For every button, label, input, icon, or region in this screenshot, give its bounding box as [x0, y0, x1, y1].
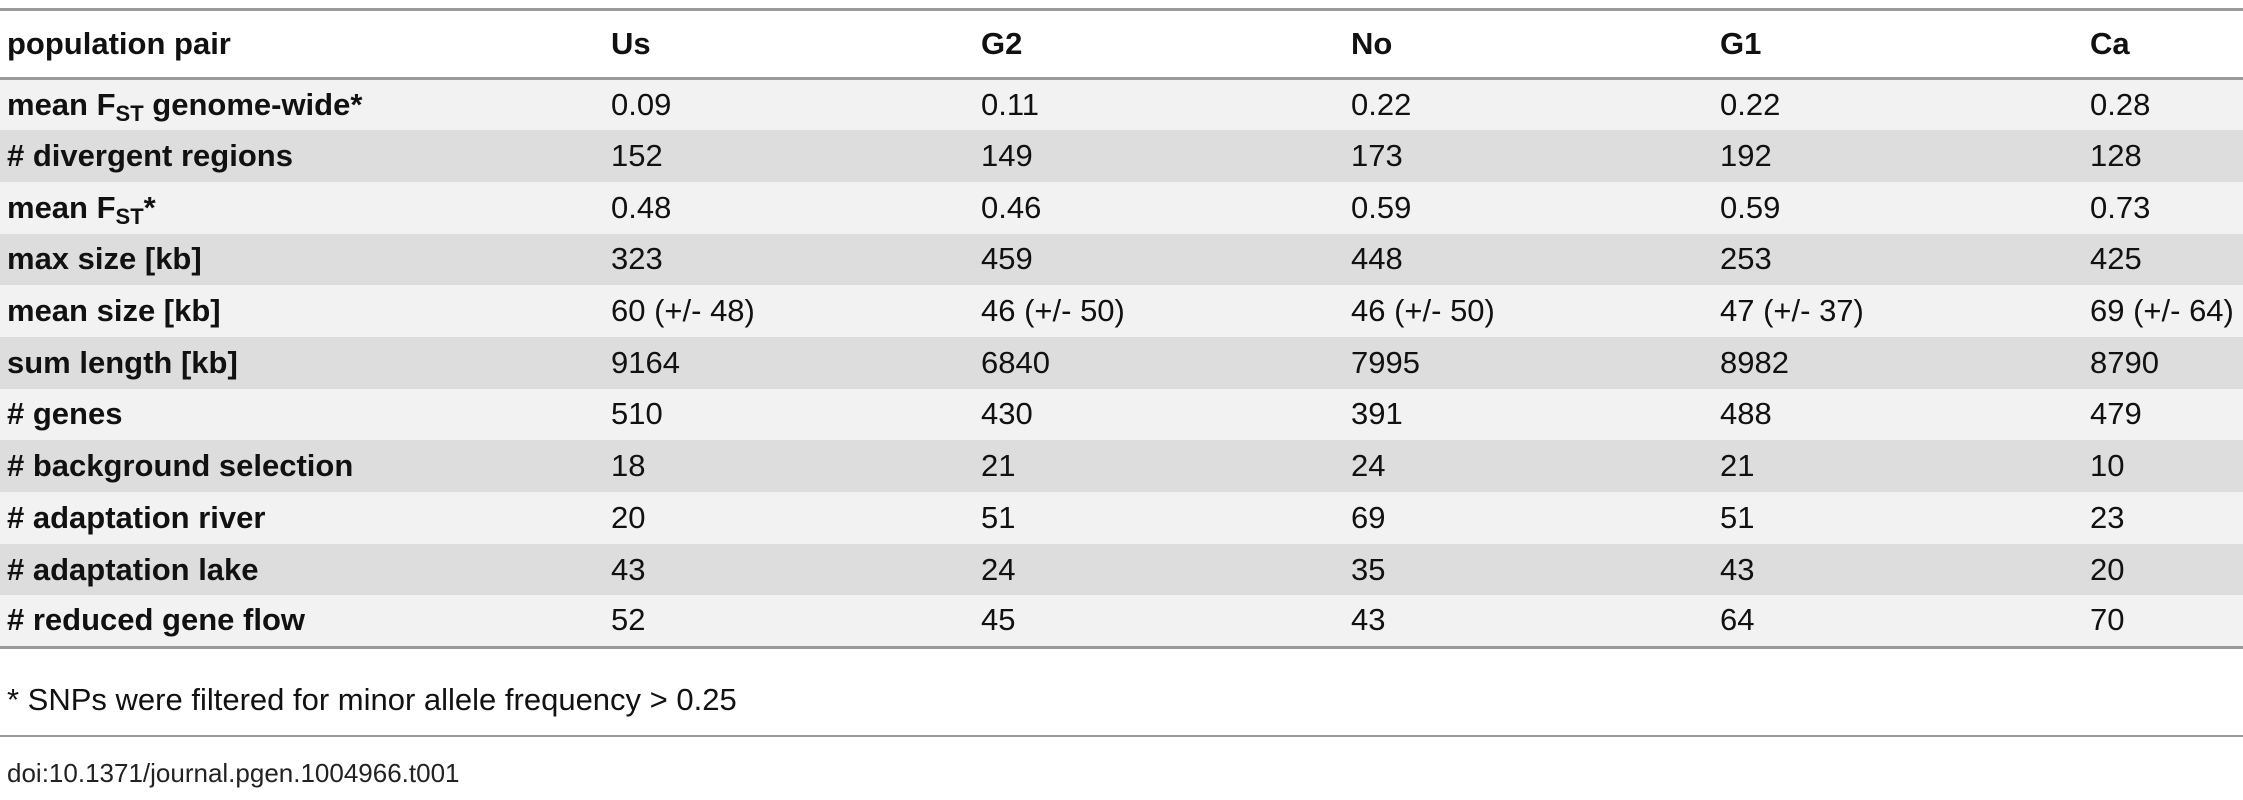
table-cell: 43: [1344, 595, 1713, 647]
table-cell: 18: [604, 440, 974, 492]
table-cell: 0.22: [1713, 79, 2083, 131]
table-cell: 21: [1713, 440, 2083, 492]
table-cell: 7995: [1344, 337, 1713, 389]
table-cell: 0.59: [1344, 182, 1713, 234]
table-cell: 8982: [1713, 337, 2083, 389]
table-header: [0, 10, 2243, 79]
row-label: sum length [kb]: [0, 337, 604, 389]
table-cell: 69 (+/- 64): [2083, 285, 2243, 337]
table-cell: 323: [604, 234, 974, 286]
table-cell: 128: [2083, 130, 2243, 182]
table-cell: 0.73: [2083, 182, 2243, 234]
table-row: [0, 544, 2243, 596]
table-cell: 149: [974, 130, 1344, 182]
header-cell: G2: [974, 10, 1344, 79]
row-label: mean size [kb]: [0, 285, 604, 337]
table-cell: 253: [1713, 234, 2083, 286]
table-body: [0, 79, 2243, 648]
table-cell: 51: [1713, 492, 2083, 544]
header-cell: Ca: [2083, 10, 2243, 79]
table-cell: 6840: [974, 337, 1344, 389]
table-row: [0, 130, 2243, 182]
table-cell: 46 (+/- 50): [974, 285, 1344, 337]
row-label-subscript: ST: [115, 101, 144, 127]
table-cell: 43: [1713, 544, 2083, 596]
row-label: max size [kb]: [0, 234, 604, 286]
table-footnote: * SNPs were filtered for minor allele frequency > 0.25: [7, 682, 737, 717]
table-cell: 192: [1713, 130, 2083, 182]
row-label-text: mean F: [7, 87, 116, 123]
table-cell: 0.11: [974, 79, 1344, 131]
table-row: [0, 337, 2243, 389]
table-cell: 20: [2083, 544, 2243, 596]
row-label: [0, 79, 604, 131]
table-cell: 35: [1344, 544, 1713, 596]
row-label: # adaptation river: [0, 492, 604, 544]
table-cell: 52: [604, 595, 974, 647]
header-cell: No: [1344, 10, 1713, 79]
table-cell: 0.09: [604, 79, 974, 131]
table-cell: 70: [2083, 595, 2243, 647]
table-cell: 10: [2083, 440, 2243, 492]
table-cell: 64: [1713, 595, 2083, 647]
row-label: # background selection: [0, 440, 604, 492]
table-cell: 0.28: [2083, 79, 2243, 131]
table-row: [0, 234, 2243, 286]
table-row: [0, 285, 2243, 337]
table-cell: 448: [1344, 234, 1713, 286]
table-cell: 152: [604, 130, 974, 182]
header-cell: Us: [604, 10, 974, 79]
row-label-suffix: genome-wide*: [143, 87, 363, 123]
table-cell: 9164: [604, 337, 974, 389]
table-row: [0, 182, 2243, 234]
table-row: [0, 595, 2243, 647]
header-cell: G1: [1713, 10, 2083, 79]
row-label: # adaptation lake: [0, 544, 604, 596]
table-cell: 23: [2083, 492, 2243, 544]
row-label-text: mean F: [7, 189, 116, 225]
table-row: [0, 440, 2243, 492]
table-cell: 24: [1344, 440, 1713, 492]
footer-divider: [0, 735, 2243, 737]
row-label: # genes: [0, 389, 604, 441]
table-row: [0, 389, 2243, 441]
table-cell: 24: [974, 544, 1344, 596]
table-cell: 430: [974, 389, 1344, 441]
table-cell: 69: [1344, 492, 1713, 544]
table-cell: 0.48: [604, 182, 974, 234]
table-cell: 20: [604, 492, 974, 544]
table-row: [0, 492, 2243, 544]
table-cell: 60 (+/- 48): [604, 285, 974, 337]
row-label: # divergent regions: [0, 130, 604, 182]
header-row: [0, 10, 2243, 79]
table-row: [0, 79, 2243, 131]
table-cell: 425: [2083, 234, 2243, 286]
table-cell: 173: [1344, 130, 1713, 182]
header-cell: population pair: [0, 10, 604, 79]
table-cell: 47 (+/- 37): [1713, 285, 2083, 337]
row-label-subscript: ST: [115, 203, 144, 229]
doi-label: doi:10.1371/journal.pgen.1004966.t001: [7, 758, 460, 788]
table-cell: 0.59: [1713, 182, 2083, 234]
table-cell: 488: [1713, 389, 2083, 441]
table-cell: 0.22: [1344, 79, 1713, 131]
table-cell: 21: [974, 440, 1344, 492]
table-cell: 510: [604, 389, 974, 441]
population-divergence-table: [0, 8, 2243, 649]
table-cell: 51: [974, 492, 1344, 544]
data-table-container: [0, 8, 2243, 649]
table-cell: 459: [974, 234, 1344, 286]
table-cell: 391: [1344, 389, 1713, 441]
row-label: [0, 182, 604, 234]
table-cell: 45: [974, 595, 1344, 647]
row-label-suffix: *: [143, 189, 156, 225]
table-cell: 46 (+/- 50): [1344, 285, 1713, 337]
table-cell: 8790: [2083, 337, 2243, 389]
table-cell: 479: [2083, 389, 2243, 441]
table-cell: 43: [604, 544, 974, 596]
table-cell: 0.46: [974, 182, 1344, 234]
row-label: # reduced gene flow: [0, 595, 604, 647]
